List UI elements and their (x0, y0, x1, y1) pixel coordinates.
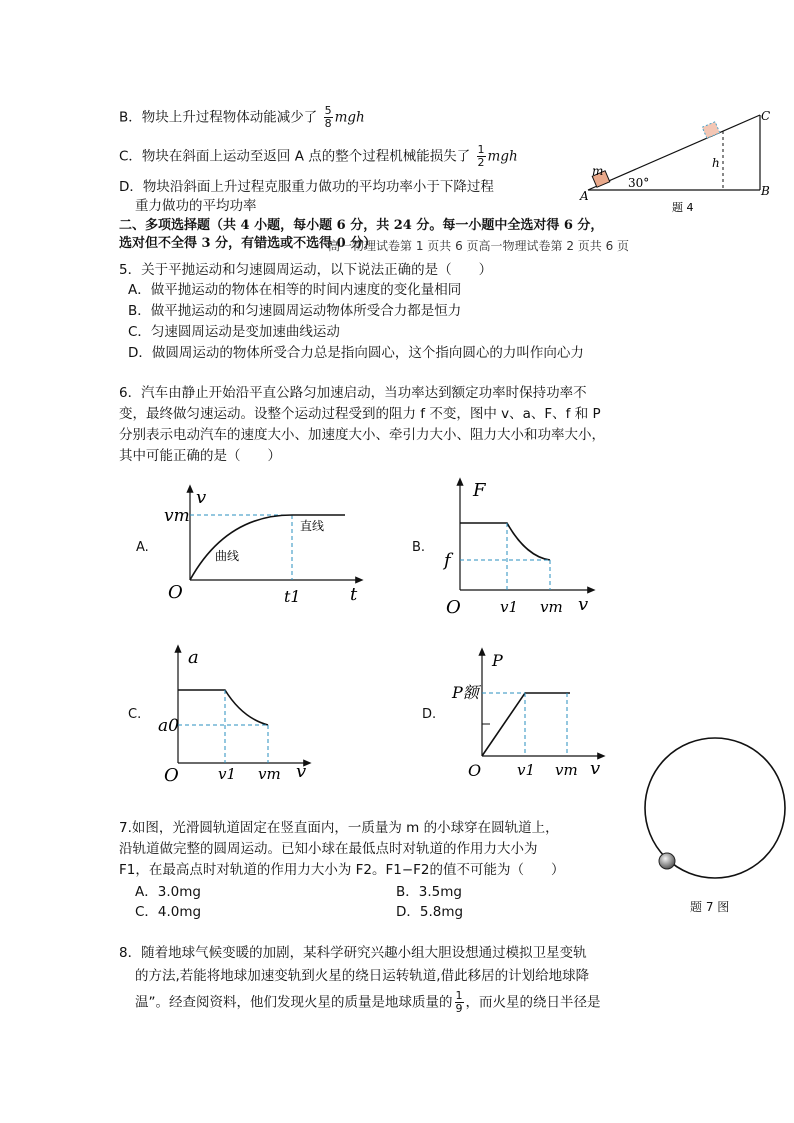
q3-option-b-fraction: $\frac{5}{8}$ (324, 104, 332, 130)
label-m: m (592, 164, 604, 178)
fig7-caption: 题 7 图 (690, 900, 730, 914)
graph-d-vm: vm (555, 761, 578, 779)
q3-option-d-line2: 重力做功的平均功率 (135, 198, 257, 214)
label-a: A (580, 189, 589, 203)
q6-line3: 分别表示电动汽车的速度大小、加速度大小、牵引力大小、阻力大小和功率大小， (119, 427, 605, 443)
q5-option-d: D．做圆周运动的物体所受合力总是指向圆心，这个指向圆心的力叫作向心力 (128, 345, 584, 361)
section2-heading-line1: 二、多项选择题（共 4 小题，每小题 6 分，共 24 分。每一小题中全选对得 6 分， (119, 218, 604, 233)
graph-a-line-label: 直线 (300, 519, 325, 533)
graph-a-t1: t1 (284, 587, 301, 606)
page-footer-overlap: 高一物理试卷第 1 页共 6 页高一物理试卷第 2 页共 6 页 (328, 239, 630, 253)
q6-line1: 6．汽车由静止开始沿平直公路匀加速启动，当功率达到额定功率时保持功率不 (119, 385, 587, 401)
q3-option-d-line1: D．物块沿斜面上升过程克服重力做功的平均功率小于下降过程 (119, 179, 494, 195)
graph-a-curve-label: 曲线 (215, 549, 240, 563)
ball-icon (659, 853, 675, 869)
q3-option-b: B．物块上升过程物体动能减少了 $\frac{5}{8}$ mgh (119, 104, 365, 130)
q6-line2: 变，最终做匀速运动。设整个运动过程受到的阻力 f 不变，图中 v、a、F、f 和 P (119, 406, 601, 422)
label-h: h (712, 156, 720, 170)
q3-option-b-text: B．物块上升过程物体动能减少了 (119, 109, 318, 126)
q7-line2: 沿轨道做完整的圆周运动。已知小球在最低点时对轨道的作用力大小为 (119, 841, 538, 857)
q7-option-d: D．5.8mg (396, 904, 464, 920)
graph-b-origin: O (446, 597, 461, 618)
graph-c-x: v (296, 761, 307, 782)
angle-label: 30° (628, 176, 650, 190)
graph-a-x: t (350, 584, 358, 605)
circle-track-figure (640, 735, 790, 885)
q8-fraction: $\frac{1}{9}$ (455, 989, 463, 1015)
graph-d-v1: v1 (517, 761, 536, 779)
q7-option-b: B．3.5mg (396, 884, 462, 900)
graph-b (440, 478, 600, 618)
graph-d (450, 648, 610, 783)
q8-line1: 8．随着地球气候变暖的加剧，某科学研究兴趣小组大胆设想通过模拟卫星变轨 (119, 945, 587, 961)
q8-line3 (135, 990, 601, 1015)
label-c: C (761, 109, 771, 123)
graph-a-option: A. (136, 540, 149, 555)
q7-line1: 7.如图，光滑圆轨道固定在竖直面内，一质量为 m 的小球穿在圆轨道上， (119, 820, 559, 836)
q7-option-c: C．4.0mg (135, 904, 202, 920)
graph-c-a0: a0 (158, 716, 179, 736)
graph-a-y: v (196, 487, 207, 508)
q5-option-c: C．匀速圆周运动是变加速曲线运动 (128, 324, 340, 340)
graph-c-option: C. (128, 707, 142, 722)
graph-b-f: f (444, 550, 451, 571)
graph-c (158, 645, 318, 785)
graph-d-origin: O (468, 761, 482, 780)
graph-b-y: F (473, 480, 486, 501)
q8-line3-prefix: 温”。经查阅资料，他们发现火星的质量是地球质量的 (135, 994, 453, 1011)
graph-c-vm: vm (258, 765, 281, 783)
graph-a-origin: O (168, 582, 183, 603)
q5-stem: 5．关于平抛运动和匀速圆周运动，以下说法正确的是（ ） (119, 262, 493, 278)
graph-d-x: v (590, 758, 601, 779)
graph-b-x: v (578, 594, 589, 615)
graph-d-y: P (492, 651, 503, 670)
graph-a-vm: vm (164, 506, 190, 526)
graph-b-option: B. (412, 540, 426, 555)
q8-line3-suffix: ，而火星的绕日半径是 (465, 994, 601, 1011)
graph-a (160, 485, 370, 605)
q6-line4: 其中可能正确的是（ ） (119, 448, 281, 464)
q3-option-c-fraction: $\frac{1}{2}$ (477, 143, 485, 169)
section2-heading-line2: 选对但不全得 3 分，有错选或不选得 0 分） (119, 236, 377, 251)
graph-c-v1: v1 (218, 765, 237, 783)
fig4-caption: 题 4 (672, 201, 694, 214)
graph-b-vm: vm (540, 598, 563, 616)
q5-option-a: A．做平抛运动的物体在相等的时间内速度的变化量相同 (128, 282, 462, 298)
graph-b-v1: v1 (500, 598, 519, 616)
graph-c-origin: O (164, 765, 179, 786)
graph-d-option: D. (422, 707, 437, 722)
q5-option-b: B．做平抛运动的和匀速圆周运动物体所受合力都是恒力 (128, 303, 462, 319)
q7-line3: F1，在最高点时对轨道的作用力大小为 F2。F1−F2的值不可能为（ ） (119, 862, 565, 878)
graph-c-y: a (188, 647, 199, 668)
q8-line2: 的方法,若能将地球加速变轨到火星的绕日运转轨道,借此移居的计划给地球降 (135, 968, 590, 984)
q3-option-c: C．物块在斜面上运动至返回 A 点的整个过程机械能损失了 $\frac{1}{2}$ mgh (119, 143, 518, 169)
incline-figure (580, 105, 780, 215)
q3-option-c-text: C．物块在斜面上运动至返回 A 点的整个过程机械能损失了 (119, 148, 471, 165)
label-b: B (761, 184, 770, 198)
graph-d-prated: P额 (452, 683, 479, 702)
q7-option-a: A．3.0mg (135, 884, 201, 900)
